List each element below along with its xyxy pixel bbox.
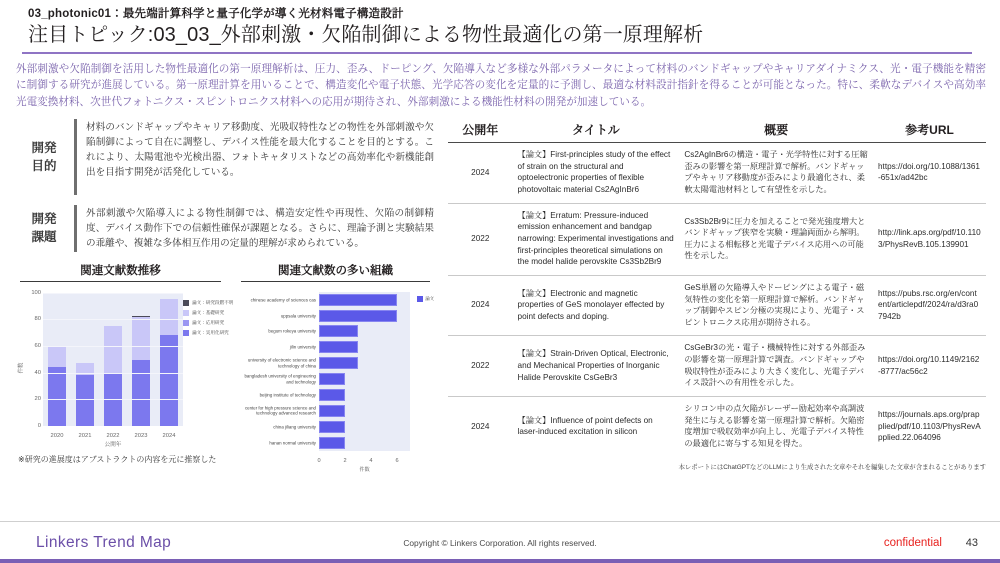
org-bar-row <box>244 373 410 385</box>
column-header-summary: 概要 <box>679 119 873 143</box>
page-number: 43 <box>965 536 978 549</box>
legend-label: 論文：応用研究 <box>192 319 225 325</box>
header-subtitle: 03_photonic01：最先端計算科学と量子化学が導く光材料電子構造設計 <box>28 8 404 20</box>
org-bar-row <box>259 389 410 401</box>
y-axis-tick: 40 <box>34 369 41 376</box>
gridline <box>43 373 183 374</box>
bar-segment <box>104 326 122 373</box>
horizontal-bar-xlabel: 件数 <box>359 466 370 473</box>
table-row <box>448 143 986 204</box>
bar-segment <box>132 360 150 426</box>
cell-title: 【論文】Strain-Driven Optical, Electronic, and Mechanical Properties of Inorganic Halide Perovskite CsGeBr3 <box>513 336 680 397</box>
info-box-purpose-accent <box>74 119 77 195</box>
table-header-row <box>448 119 986 143</box>
references-table-body <box>448 143 986 457</box>
header-divider <box>22 52 972 54</box>
cell-url[interactable]: https://doi.org/10.1088/1361-651x/ad42bc <box>873 143 986 204</box>
org-bar <box>319 341 358 353</box>
legend-item[interactable] <box>183 310 225 316</box>
stacked-bar-chart <box>16 288 234 448</box>
horizontal-bar-plot-area <box>244 292 410 451</box>
legend-swatch-icon <box>183 330 189 336</box>
y-axis-tick: 60 <box>34 342 41 349</box>
cell-summary: GeS単層の欠陥導入やドーピングによる電子・磁気特性の変化を第一原理計算で解析。バンドギャップ制御やスピン分極の実現により、光電子・スピントロニクス応用が期待される。 <box>679 275 873 336</box>
legend-swatch-icon <box>183 300 189 306</box>
summary-paragraph: 外部刺激や欠陥制御を活用した物性最適化の第一原理解析は、圧力、歪み、ドーピング、欠陥導入など多様な外部パラメータによって材料のバンドギャップやキャリアダイナミクス、光・電子機能を精密に制御する研究が進展している。第一原理計算を用いることで、構造変化や電子状態、光学応答の変化を定量的に予測し、最適な材料設計指針を得ることが可能となった。特に、柔軟なデバイスや高効率光電変換材料、次世代フォトニクス・スピントロニクス材料への応用が期待され、外部刺激による機能性材料の開発が加速している。 <box>16 62 986 108</box>
org-label: university of electronic science and technology of china <box>247 357 316 369</box>
org-bar <box>319 421 345 433</box>
stacked-bar-ylabel: 件数 <box>18 362 25 374</box>
info-box-challenge-label-line1: 開発 <box>31 212 57 227</box>
gridline <box>43 293 183 294</box>
org-bar-row <box>289 341 410 353</box>
org-bar-row <box>280 310 410 322</box>
info-box-challenge <box>16 205 434 252</box>
cell-summary: Cs2AgInBr6の構造・電子・光学特性に対する圧縮歪みの影響を第一原理計算で解析。バンドギャップやキャリア移動度が歪みにより最適化され、柔軟太陽電池材料として有望性を示した。 <box>679 143 873 204</box>
stacked-bar-xlabel: 公開年 <box>104 441 122 448</box>
legend-label: 論文：実用化研究 <box>192 329 229 335</box>
legend-swatch-icon <box>183 310 189 316</box>
cell-url[interactable]: https://journals.aps.org/prapplied/pdf/10.1103/PhysRevApplied.22.064096 <box>878 409 981 443</box>
x-axis-tick: 2023 <box>134 432 148 439</box>
x-axis-tick: 2 <box>343 457 347 464</box>
stacked-bar-plot-area <box>43 293 183 426</box>
legend-swatch-icon <box>183 320 189 326</box>
cell-summary: Cs3Sb2Br9に圧力を加えることで発光強度増大とバンドギャップ狭窄を実験・理論両面から解明。圧力による相転移と光電子デバイス応用への可能性を示した。 <box>679 203 873 275</box>
brand-logo: Linkers Trend Map <box>36 533 172 551</box>
table-row <box>448 336 986 397</box>
info-box-purpose-label-line2: 目的 <box>31 159 57 174</box>
cell-url[interactable]: https://pubs.rsc.org/en/content/articlepdf/2024/ra/d3ra07942b <box>873 275 986 336</box>
org-bar <box>319 310 397 322</box>
charts-container <box>16 262 434 473</box>
copyright-text: Copyright © Linkers Corporation. All rights reserved. <box>403 537 597 548</box>
legend-label: 論文：研究段階不明 <box>192 299 234 305</box>
org-label: begum rokeya university <box>268 328 316 334</box>
cell-year: 2022 <box>448 336 513 397</box>
cell-title: 【論文】Influence of point defects on laser-induced excitation in silicon <box>517 415 653 437</box>
org-bar <box>319 325 358 337</box>
org-bar-row <box>250 294 410 306</box>
org-bar <box>319 405 345 417</box>
y-axis-tick: 20 <box>34 396 41 403</box>
org-bar <box>319 294 397 306</box>
column-header-url: 参考URL <box>873 119 986 143</box>
org-bar-row <box>247 357 410 369</box>
org-label: jilin university <box>289 344 316 350</box>
x-axis-tick: 4 <box>369 457 373 464</box>
info-box-purpose <box>16 119 434 195</box>
org-bar-row <box>269 437 410 449</box>
info-box-purpose-label <box>16 119 72 195</box>
bar-segment <box>160 299 178 335</box>
chart-top-organizations-title: 関連文献数の多い組織 <box>241 262 430 282</box>
org-label: uppsala university <box>280 312 316 318</box>
x-axis-tick: 2022 <box>106 432 120 439</box>
slide-header <box>0 0 1000 48</box>
info-box-challenge-text: 外部刺激や欠陥導入による物性制御では、構造安定性や再現性、欠陥の制御精度、デバイス動作下での信頼性確保が課題となる。さらに、理論予測と実験結果の乖離や、複雑な多体相互作用の定量的理解が求められている。 <box>86 208 434 249</box>
table-row <box>448 275 986 336</box>
legend-item[interactable] <box>183 299 234 306</box>
bar-column <box>104 293 122 426</box>
column-header-year: 公開年 <box>448 119 513 143</box>
chart-publication-trend <box>16 262 234 473</box>
horizontal-bar-chart <box>237 288 434 473</box>
body-container <box>0 119 1000 473</box>
org-label: chinese academy of sciences cas <box>250 296 316 302</box>
cell-url[interactable]: http://link.aps.org/pdf/10.1103/PhysRevB.105.139901 <box>873 203 986 275</box>
org-bar-row <box>268 325 410 337</box>
x-axis-tick: 2024 <box>162 432 176 439</box>
org-label: china jiliang university <box>273 424 316 430</box>
bar-segment <box>132 317 150 360</box>
legend-swatch-icon <box>417 296 423 302</box>
table-row <box>448 203 986 275</box>
references-table <box>448 119 986 456</box>
table-row <box>448 397 986 457</box>
bar-segment <box>48 367 66 426</box>
slide-footer <box>0 522 1000 563</box>
info-box-challenge-accent <box>74 205 77 252</box>
table-footnote: 本レポートにはChatGPTなどのLLMにより生成された文章やそれを編集した文章が含まれることがあります <box>678 463 986 471</box>
org-bar-row <box>244 405 410 417</box>
cell-year: 2024 <box>448 275 513 336</box>
y-axis-tick: 0 <box>37 422 41 429</box>
page-title: 注目トピック:03_03_外部刺激・欠陥制御による物性最適化の第一原理解析 <box>28 23 704 46</box>
chart-top-organizations <box>225 262 434 473</box>
footer-accent-bar <box>0 559 1000 563</box>
x-axis-tick: 2021 <box>78 432 92 439</box>
org-label: hanan normal university <box>269 440 316 446</box>
cell-url[interactable]: https://doi.org/10.1149/2162-8777/ac56c2 <box>873 336 986 397</box>
cell-title: 【論文】First-principles study of the effect of strain on the structural and optoelectronic properties of flexible photovoltaic material Cs2AgInBr6 <box>513 143 680 204</box>
org-bar <box>319 357 358 369</box>
gridline <box>43 346 183 347</box>
y-axis-tick: 80 <box>34 316 41 323</box>
org-label: center for high pressure science and technology advanced research <box>244 405 316 416</box>
legend-item[interactable] <box>183 329 229 336</box>
column-header-title: タイトル <box>513 119 680 143</box>
legend-item[interactable] <box>183 320 225 326</box>
stacked-bar-series <box>43 293 183 426</box>
x-axis-tick: 6 <box>395 457 399 464</box>
gridline <box>43 319 183 320</box>
bar-segment <box>76 375 94 426</box>
bar-column <box>76 293 94 426</box>
bar-column <box>160 293 178 426</box>
stacked-bar-legend <box>183 299 234 340</box>
info-box-challenge-label <box>16 205 72 252</box>
gridline <box>43 399 183 400</box>
x-axis-tick: 0 <box>317 457 321 464</box>
org-bar <box>319 373 345 385</box>
info-box-purpose-label-line1: 開発 <box>31 141 57 156</box>
y-axis-tick: 100 <box>31 289 41 296</box>
org-label: bangladesh university of engineering and technology <box>244 373 316 385</box>
chart-publication-trend-canvas <box>16 288 234 448</box>
legend-label: 論文：基礎研究 <box>192 309 225 315</box>
chart-top-organizations-canvas <box>237 288 434 473</box>
confidential-badge: confidential <box>883 536 942 549</box>
org-label: beijing institute of technology <box>259 392 316 398</box>
cell-year: 2022 <box>448 203 513 275</box>
bar-segment <box>48 346 66 367</box>
x-axis-tick: 2020 <box>50 432 64 439</box>
left-column <box>16 119 434 473</box>
cell-title: 【論文】Erratum: Pressure-induced emission enhancement and bandgap narrowing: Experimental investigations and first-principles theoretical simulations on the model halide perovskite Cs3Sb2Br9 <box>513 203 680 275</box>
bar-column <box>48 293 66 426</box>
bar-segment <box>160 335 178 425</box>
org-bar-row <box>273 421 410 433</box>
right-column <box>434 119 986 473</box>
cell-title: 【論文】Electronic and magnetic properties of GeS monolayer effected by point defects and doping. <box>513 275 680 336</box>
cell-summary: CsGeBr3の光・電子・機械特性に対する外部歪みの影響を第一原理計算で調査。バンドギャップや吸収特性が歪みにより大きく変化し、光電子デバイス設計への有用性を示した。 <box>679 336 873 397</box>
cell-year: 2024 <box>471 421 490 431</box>
horizontal-bar-legend-label: 論文 <box>425 295 434 301</box>
chart-footnote: ※研究の進展度はアブストラクトの内容を元に推察した <box>18 454 217 464</box>
org-bar <box>319 437 345 449</box>
bar-column <box>132 293 150 426</box>
cell-year: 2024 <box>448 143 513 204</box>
horizontal-bar-legend <box>417 296 434 302</box>
info-box-purpose-text: 材料のバンドギャップやキャリア移動度、光吸収特性などの物性を外部刺激や欠陥制御によって自在に調整し、デバイス性能を最大化することを目的とする。これにより、太陽電池や光検出器、フォトキャタリストなどの高効率化や新機能創出を目指す開発が活発化している。 <box>86 122 434 178</box>
org-bar <box>319 389 345 401</box>
info-box-challenge-label-line2: 課題 <box>31 230 57 245</box>
chart-publication-trend-title: 関連文献数推移 <box>20 262 221 282</box>
cell-summary: シリコン中の点欠陥がレーザー励起効率や高調波発生に与える影響を第一原理計算で解析。欠陥密度増加で吸収効率が向上し、光電子デバイス特性の最適化に寄与する知見を得た。 <box>684 404 865 448</box>
